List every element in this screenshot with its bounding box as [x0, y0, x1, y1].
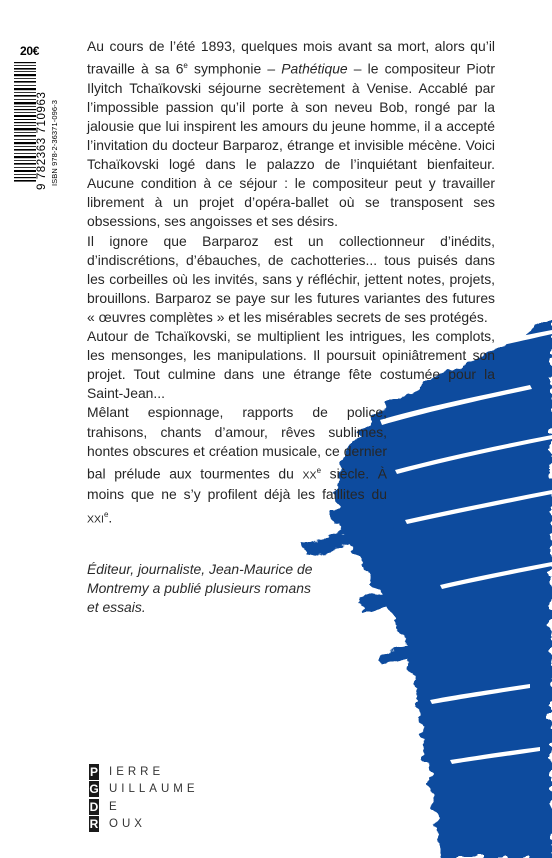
synopsis-text	[87, 37, 495, 529]
logo-word-3: E	[109, 800, 121, 813]
synopsis-paragraph-2: Il ignore que Barparoz est un collectionneur d’inédits, d’indiscrétions, d’ébauches, de cachotteries... tous puisés dans les corbeilles où les invités, sans y réfléchir, jettent notes, projets, brouillons. Barparoz se paye sur les futures variantes des futures « œuvres complètes » et les misérables secrets de ses protégés.	[87, 232, 495, 325]
price-label: 20€	[20, 44, 40, 58]
synopsis-paragraph-3: Autour de Tchaïkovski, se multiplient les intrigues, les complots, les mensonges, les manipulations. Il poursuit opiniâtrement son projet. Tout culmine dans une étrange fête costumée pour la Saint-Jean...	[87, 328, 495, 402]
synopsis-paragraph-4: Mêlant espionnage, rapports de police, trahisons, chants d’amour, rêves sublimes, hontes obscures et création musicale, ce dernier bal prélude aux tourmentes du XXe siècle. À moins que ne s’y profilent déjà les faillites du XXIe.	[87, 404, 387, 526]
barcode-number: 9 782363 710963	[36, 91, 48, 190]
logo-row-3	[89, 798, 199, 816]
logo-word-4: OUX	[109, 818, 146, 831]
logo-word-2: UILLAUME	[109, 783, 199, 796]
logo-letter-g: G	[89, 782, 99, 797]
logo-row-4	[89, 816, 199, 834]
synopsis-paragraph-1: Au cours de l’été 1893, quelques mois avant sa mort, alors qu’il travaille à sa 6e symphonie – Pathétique – le compositeur Piotr Ilyitch Tchaïkovski séjourne secrètement à Venise. Accablé par l’impossible passion qu’il porte à son neveu Bob, rongé par la jalousie que lui inspirent les amours du jeune homme, il a accepté l’invitation du docteur Barparoz, étrange et invisible mécène. Voici Tchaïkovski logé dans le palazzo de l’inquiétant bienfaiteur. Aucune condition à ce séjour : le compositeur peut y travailler librement à un projet d’opéra-ballet où se transposent ses obsessions, ses angoisses et ses désirs.	[87, 38, 495, 230]
logo-row-2	[89, 781, 199, 799]
publisher-logo	[89, 763, 199, 833]
isbn-barcode	[5, 62, 67, 190]
logo-word-1: IERRE	[109, 765, 165, 778]
logo-letter-p: P	[89, 764, 98, 779]
isbn-text: ISBN 978-2-36371-096-3	[50, 99, 59, 186]
logo-letter-r: R	[89, 817, 99, 832]
logo-row-1	[89, 763, 199, 781]
author-bio: Éditeur, journaliste, Jean-Maurice de Montremy a publié plusieurs romans et essais.	[87, 561, 313, 616]
barcode-icon	[14, 62, 36, 182]
logo-letter-d: D	[89, 799, 99, 814]
